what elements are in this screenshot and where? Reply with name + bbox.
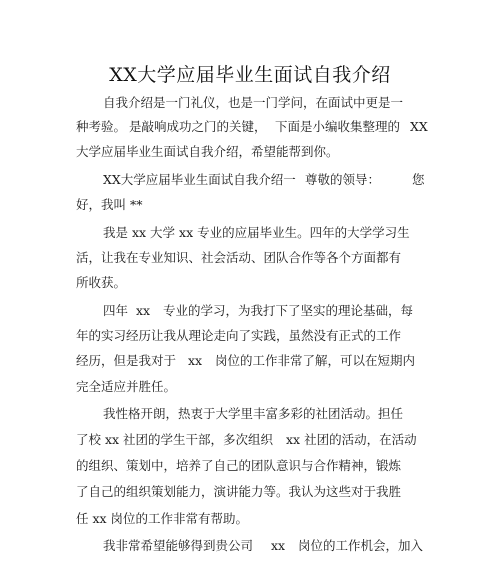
paragraph-line: 年的实习经历让我从理论走向了实践，虽然没有正式的工作	[76, 328, 402, 343]
paragraph-line: 了自己的组织策划能力，演讲能力等。我认为这些对于我胜	[76, 484, 402, 499]
paragraph-line: xx 社团的活动，在活动	[286, 432, 417, 447]
paragraph-line: XX大学应届毕业生面试自我介绍一	[103, 172, 296, 187]
paragraph-line: 您	[412, 172, 425, 187]
paragraph-line: 岗位的工作非常了解，可以在短期内	[215, 353, 416, 368]
paragraph-line: 任 xx 岗位的工作非常有帮助。	[76, 511, 249, 526]
paragraph-line: 种考验。	[76, 119, 127, 134]
paragraph-line: 所收获。	[76, 275, 127, 290]
paragraph-line: 我非常希望能够得到贵公司	[103, 538, 254, 553]
paragraph-line: XX	[410, 119, 428, 134]
paragraph-line: 完全适应并胜任。	[76, 379, 177, 394]
paragraph-line: xx	[271, 538, 286, 553]
paragraph-line: 下面是小编收集整理的	[275, 119, 401, 134]
paragraph-line: 的组织、策划中，培养了自己的团队意识与合作精神，锻炼	[76, 458, 402, 473]
paragraph-line: 大学应届毕业生面试自我介绍，希望能帮到你。	[76, 144, 339, 159]
paragraph-line: 岗位的工作机会，加入	[298, 538, 424, 553]
paragraph-line: 尊敬的领导：	[305, 172, 381, 187]
paragraph-line: 专业的学习，为我打下了坚实的理论基础，每	[163, 303, 414, 318]
document-title: XX大学应届毕业生面试自我介绍	[109, 64, 391, 86]
paragraph-line: 了校 xx 社团的学生干部，多次组织	[76, 432, 274, 447]
paragraph-line: 经历，但是我对于	[76, 353, 177, 368]
paragraph-line: 四年	[103, 303, 129, 318]
paragraph-line: 自我介绍是一门礼仪，也是一门学问，在面试中更是一	[103, 95, 404, 110]
paragraph-line: 我性格开朗，热衷于大学里丰富多彩的社团活动。担任	[103, 406, 404, 421]
paragraph-line: xx	[136, 303, 151, 318]
paragraph-line: xx	[188, 353, 203, 368]
paragraph-line: 好，我叫 **	[76, 197, 143, 212]
paragraph-line: 活，让我在专业知识、社会活动、团队合作等各个方面都有	[76, 250, 402, 265]
paragraph-line: 我是 xx 大学 xx 专业的应届毕业生。四年的大学学习生	[103, 225, 410, 240]
paragraph-line: 是敲响成功之门的关键，	[129, 119, 267, 134]
